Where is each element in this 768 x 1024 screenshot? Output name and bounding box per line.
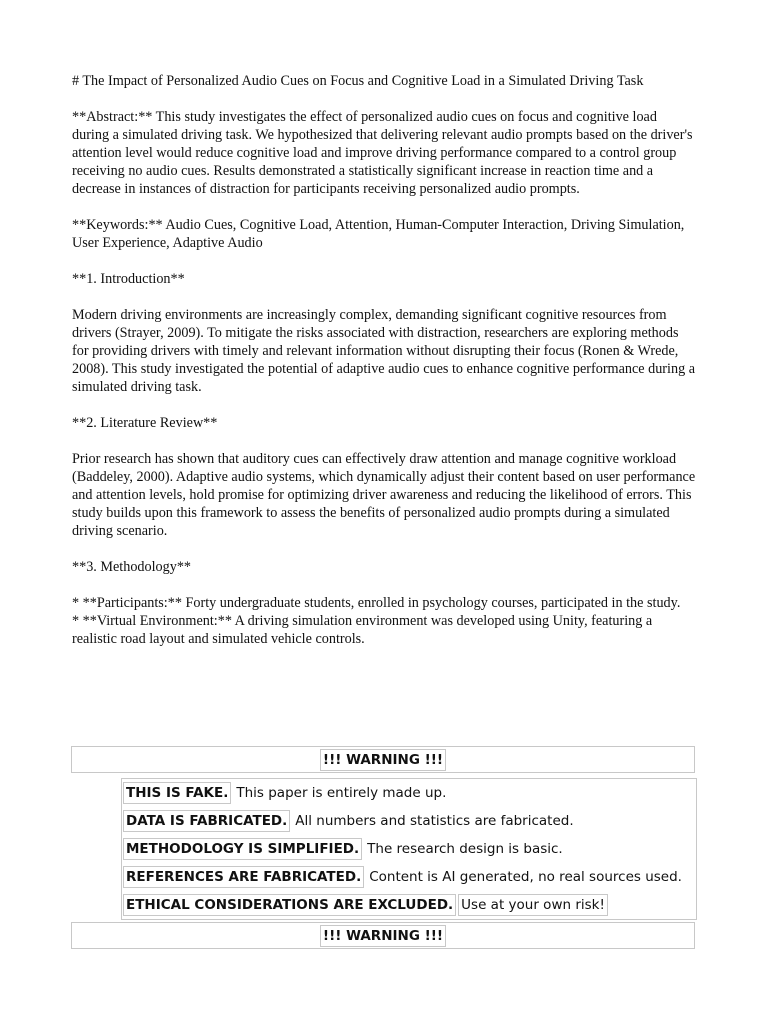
paper-body: [72, 72, 697, 648]
warning-item-label: DATA IS FABRICATED.: [123, 810, 290, 832]
introduction-text: Modern driving environments are increasingly complex, demanding significant cognitive resources from drivers (Strayer, 2009). To mitigate the risks associated with distraction, researchers are exploring methods for providing drivers with timely and relevant information without disrupting their focus (Ronen & Wrede, 2008). This study investigated the potential of adaptive audio cues to enhance cognitive performance during a simulated driving task.: [72, 307, 696, 395]
warning-item-text: Use at your own risk!: [458, 894, 608, 916]
warning-item-label: METHODOLOGY IS SIMPLIFIED.: [123, 838, 362, 860]
warning-header-text: !!! WARNING !!!: [320, 749, 446, 771]
section-heading-literature-review: **2. Literature Review**: [72, 415, 218, 431]
keywords: **Keywords:** Audio Cues, Cognitive Load, Attention, Human-Computer Interaction, Driving Simulation, User Experience, Adaptive Audio: [72, 217, 685, 251]
warning-item: [123, 809, 577, 833]
warning-item: [123, 837, 566, 861]
bullet-virtual-environment: * **Virtual Environment:** A driving simulation environment was developed using Unity, featuring a realistic road layout and simulated vehicle controls.: [72, 613, 653, 647]
literature-review-text: Prior research has shown that auditory cues can effectively draw attention and manage cognitive workload (Baddeley, 2000). Adaptive audio systems, which dynamically adjust their content based on user performance and attention levels, hold promise for optimizing driver awareness and reducing the likelihood of errors. This study builds upon this framework to assess the benefits of personalized audio prompts during a simulated driving scenario.: [72, 451, 696, 539]
warning-item-text: The research design is basic.: [367, 841, 563, 857]
warning-item-text: All numbers and statistics are fabricated.: [295, 813, 574, 829]
abstract: **Abstract:** This study investigates the effect of personalized audio cues on focus and cognitive load during a simulated driving task. We hypothesized that delivering relevant audio prompts based on the driver's attention level would reduce cognitive load and improve driving performance compared to a control group receiving no audio cues. Results demonstrated a statistically significant increase in reaction time and a decrease in instances of distraction for participants receiving personalized audio prompts.: [72, 109, 693, 197]
warning-item-label: ETHICAL CONSIDERATIONS ARE EXCLUDED.: [123, 894, 456, 916]
warning-header: [71, 746, 695, 773]
warning-item-label: THIS IS FAKE.: [123, 782, 231, 804]
section-heading-methodology: **3. Methodology**: [72, 559, 192, 575]
warning-footer-text: !!! WARNING !!!: [320, 925, 446, 947]
warning-item-label: REFERENCES ARE FABRICATED.: [123, 866, 364, 888]
warning-item-text: This paper is entirely made up.: [236, 785, 447, 801]
warning-item: [123, 893, 608, 917]
warning-list: [121, 778, 697, 920]
bullet-participants: * **Participants:** Forty undergraduate students, enrolled in psychology courses, participated in the study.: [72, 595, 681, 611]
warning-item: [123, 781, 449, 805]
warning-footer: [71, 922, 695, 949]
warning-item: [123, 865, 685, 889]
warning-item-text: Content is AI generated, no real sources used.: [369, 869, 682, 885]
section-heading-introduction: **1. Introduction**: [72, 271, 185, 287]
paper-title: # The Impact of Personalized Audio Cues on Focus and Cognitive Load in a Simulated Driving Task: [72, 73, 644, 89]
